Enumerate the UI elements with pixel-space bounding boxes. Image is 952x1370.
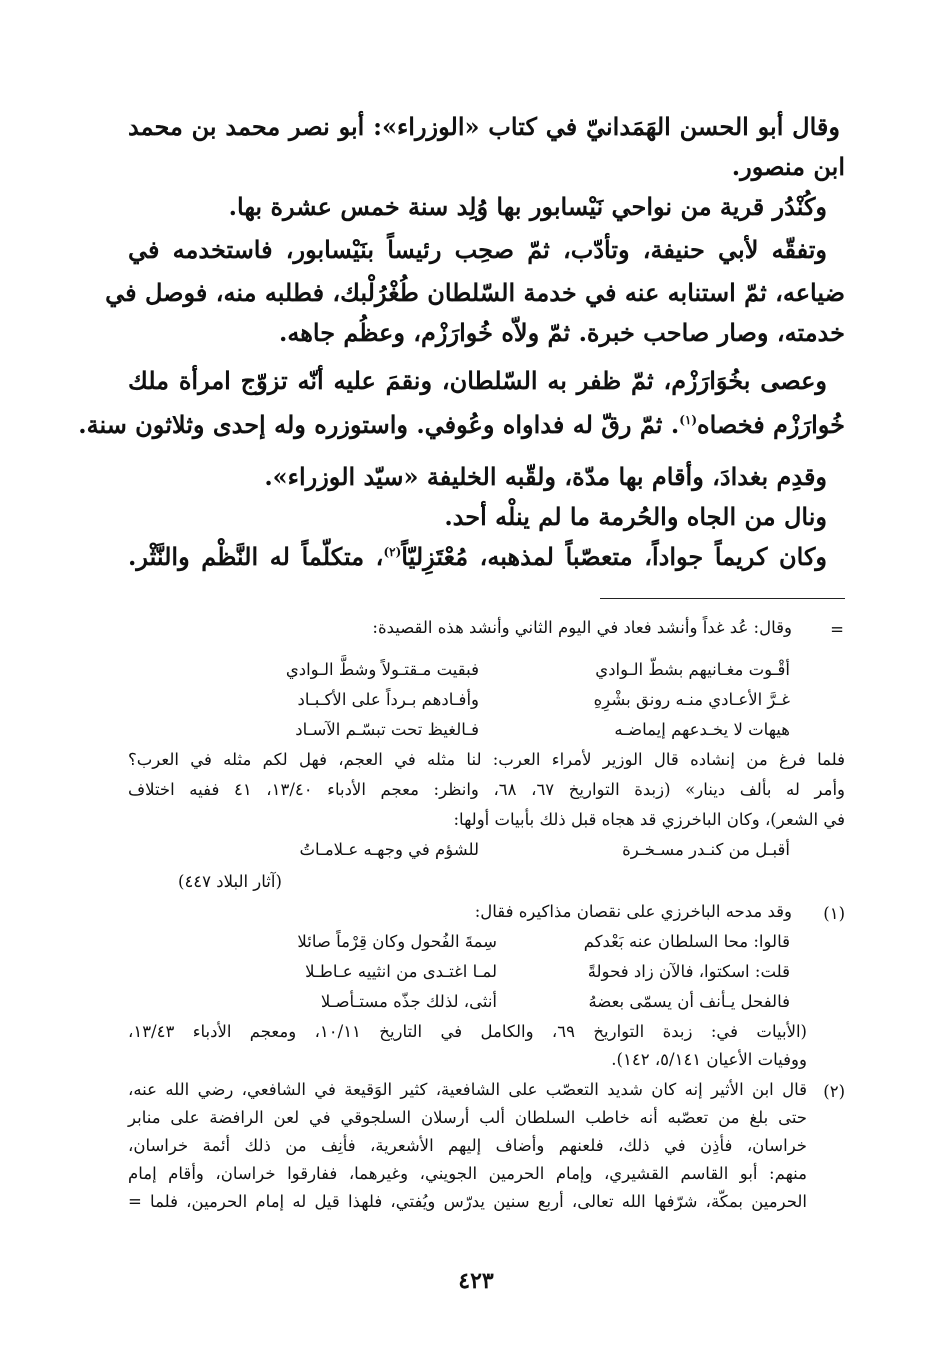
footnote-1-marker: (١) [823, 904, 845, 923]
verse-1a: أقْـوت مغـانيهم بشطّ الـوادي [595, 660, 790, 679]
footnote-cont-prose-1: فلما فرغ من إنشاده قال الوزير لأمراء العرب: لنا مثله في العجم، فهل لكم مثله في العرب؟ [128, 750, 845, 769]
footnote-ref-1[interactable]: (١) [679, 413, 698, 427]
fn1-verse-3a: فالفحل يـأنف أن يسمّى بعضهُ [588, 992, 790, 1011]
main-line-6: خدمته، وصار صاحب خبرة. ثمّ ولاّه خُوارَزْم، وعظُم جاهه. [279, 318, 845, 347]
main-line-4: وتفقّه لأبي حنيفة، وتأدّب، ثمّ صحِب رئيساً بنَيْسابور، فاستخدمه في [128, 235, 827, 264]
verse-2b: وأفـادهم بـرداً على الأكـبـاد [297, 690, 479, 709]
footnote-2-line-2: حتى بلغ من تعصّبه أنه خاطب السلطان ألب أرسلان السلجوقي في لعن الرافضة على منابر [128, 1108, 807, 1127]
footnote-cont-prose-2: وأمر له بألف دينار» (زبدة التواريخ ٦٧، ٦٨، وانظر: معجم الأدباء ١٣/٤٠، ٤١ ففيه اختلاف [128, 780, 845, 799]
footnote-cont-marker: = [830, 620, 844, 639]
fn1-verse-3b: أنثى، لذلك جذّه مستـأصـلا [320, 992, 497, 1011]
footnote-cont-prose-3: في الشعر)، وكان الباخرزي قد هجاه قبل ذلك بأبيات أولها: [453, 810, 845, 829]
footnote-cont-source: (آثار البلاد ٤٤٧) [178, 872, 282, 891]
verse-3a: هيهات لا يخـدعهم إيماضـه [614, 720, 790, 739]
main-line-5: ضياعه، ثمّ استنابه عنه في خدمة السّلطان طُغْرُلْبك، فطلبه منه، فوصل في [105, 278, 845, 307]
footnote-ref-2[interactable]: (٢) [383, 545, 402, 559]
main-line-2: ابن منصور. [731, 152, 845, 181]
footnote-2-line-5: الحرمين بمكّة، شرّفها الله تعالى، أربع سنين يدرّس ويُفتي، فلهذا قيل له إمام الحرمين، فلما = [128, 1192, 807, 1211]
verse-2a: غـرَّ الأعـادي منـه رونق بشْرِهِ [593, 690, 790, 709]
verse-3b: فـالغيظ تحت تبسّـم الآسـاد [295, 720, 479, 739]
main-line-1: وقال أبو الحسن الهَمَدانيّ في كتاب «الوزراء»: أبو نصر محمد بن محمد [128, 112, 840, 141]
main-line-10: ونال من الجاه والحُرمة ما لم ينلْه أحد. [444, 502, 827, 531]
main-line-8-text-b: . ثمّ رقّ له فداواه وعُوفي. واستوزره وله إحدى وثلاثون سنة. [78, 410, 680, 439]
main-line-11-text-a: وكان كريماً جواداً، متعصّباً لمذهبه، مُعْتَزِليّاً [401, 542, 827, 571]
footnote-2-marker: (٢) [823, 1082, 845, 1101]
fn1-verse-2b: لمـا اغتـدى من انثييه عـاطـلا [305, 962, 497, 981]
footnote-1-intro: وقد مدحه الباخرزي على نقصان مذاكيره فقال: [474, 902, 792, 921]
footnote-2-line-1: قال ابن الأثير إنه كان شديد التعصّب على الشافعية، كثير الوَقيعة في الشافعي، رضي الله عنه، [128, 1080, 807, 1099]
main-line-9: وقدِم بغدادَ، وأقام بها مدّة، ولقّبه الخليفة «سيّد الوزراء». [264, 462, 827, 491]
main-line-8-text-a: خُوارَزْم فخصاه [697, 410, 845, 439]
fn1-verse-1b: سِمةَ الفُحول وكان قِرْماً صائلا [297, 932, 497, 951]
main-line-11 [128, 542, 827, 571]
footnote-separator [600, 598, 845, 599]
fn1-verse-2a: قلت: اسكتوا، فالآن زاد فحولةً [587, 962, 790, 981]
footnote-cont-intro: وقال: عُد غداً وأنشد فعاد في اليوم الثاني وأنشد هذه القصيدة: [372, 618, 792, 637]
main-line-3: وكُنْدُر قرية من نواحي نَيْسابور بها وُلِد سنة خمس عشرة بها. [228, 192, 827, 221]
verse-1b: فبقيت مـقتـولاً وشطَّ الـوادي [285, 660, 479, 679]
footnote-1-ref-2: ووفيات الأعيان ٥/١٤١، ١٤٢). [611, 1050, 807, 1069]
main-line-11-text-b: ، متكلّماً له النَّظْم والنَّثْر. [128, 542, 384, 571]
footnote-2-line-3: خراسان، فأذِن في ذلك، فلعنهم وأضاف إليهم الأشعرية، فأنِف من ذلك أئمة خراسان، [128, 1136, 807, 1155]
page-number: ٤٢٣ [458, 1268, 494, 1294]
footnote-1-ref-1: (الأبيات في: زبدة التواريخ ٦٩، والكامل في التاريخ ١٠/١١، ومعجم الأدباء ١٣/٤٣، [128, 1022, 807, 1041]
verse-4a: أقبـل من كنـدر مسـخـرة [622, 840, 790, 859]
main-line-7: وعصى بخُوَارَزْم، ثمّ ظفر به السّلطان، ونقمَ عليه أنّه تزوّج امرأة ملك [128, 366, 827, 395]
main-line-8 [78, 410, 845, 439]
footnote-2-line-4: منهم: أبو القاسم القشيري، وإمام الحرمين الجويني، وغيرهما، ففارقوا خراسان، وأقام إمام [128, 1164, 807, 1183]
fn1-verse-1a: قالوا: محا السلطان عنه بَعْدكم [583, 932, 790, 951]
verse-4b: للشؤم في وجهـه عـلامـاتُ [299, 840, 479, 859]
